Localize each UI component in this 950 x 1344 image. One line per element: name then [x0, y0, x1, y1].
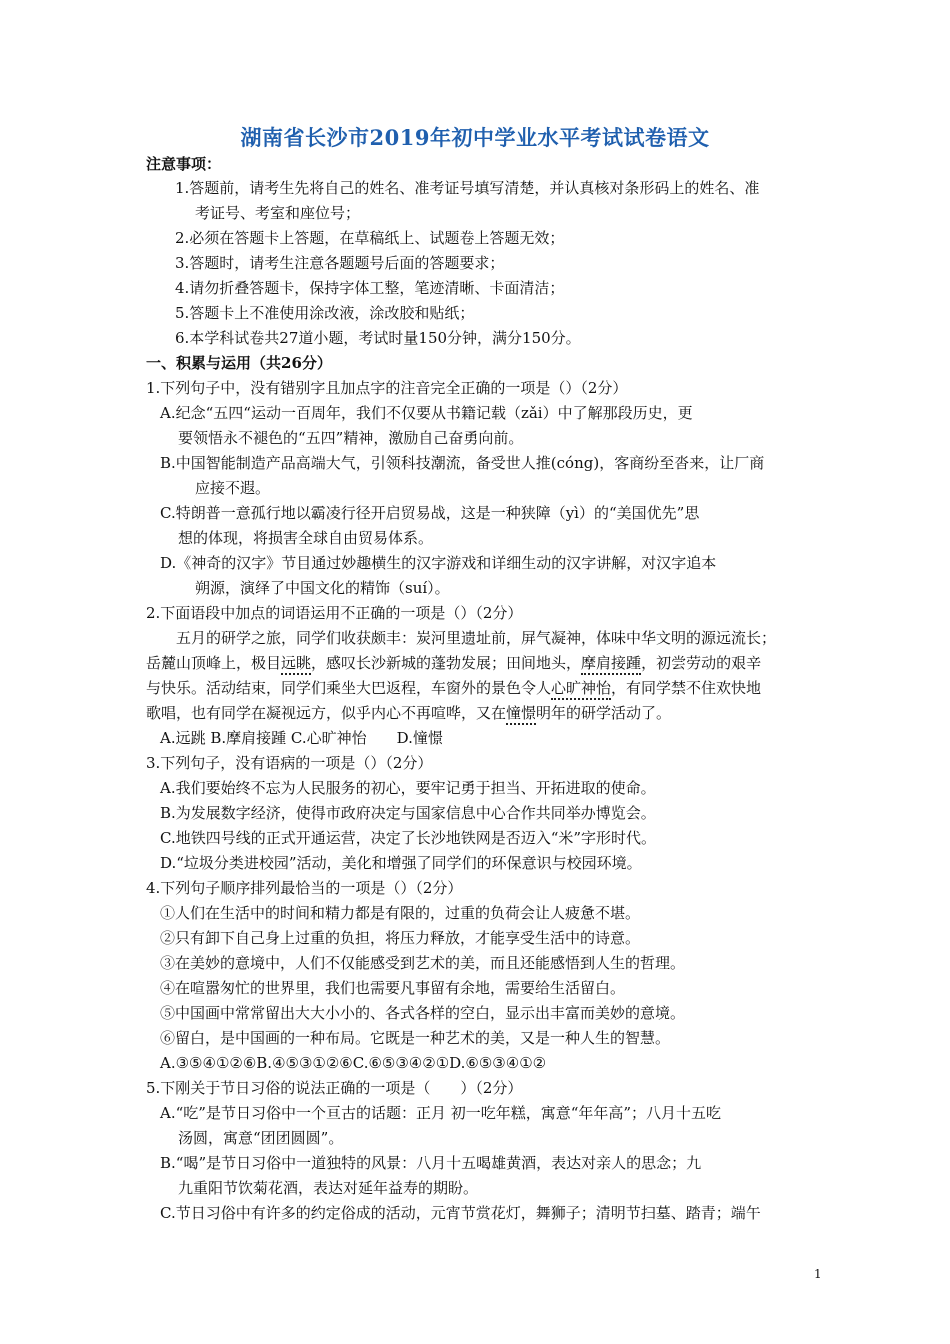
question-1-option: 想的体现，将损害全球自由贸易体系。 [178, 529, 434, 547]
text-run: 歌唱，也有同学在凝视远方，似乎内心不再喧哗，又在 [146, 704, 507, 722]
question-2-paragraph: 五月的研学之旅，同学们收获颇丰：炭河里遗址前，屏气凝神，体味中华文明的源远流长； [176, 629, 777, 647]
question-4-sentence: ⑤中国画中常常留出大大小小的、各式各样的空白，显示出丰富而美妙的意境。 [160, 1004, 686, 1022]
page-number: 1 [814, 1267, 822, 1281]
question-1-option: C.特朗普一意孤行地以霸凌行径开启贸易战，这是一种狭障（yì）的“美国优先”思 [160, 504, 700, 522]
notice-item: 3.答题时，请考生注意各题题号后面的答题要求； [175, 254, 505, 272]
text-run: 岳麓山顶峰上，极目 [146, 654, 282, 672]
notice-item: 1.答题前，请考生先将自己的姓名、准考证号填写清楚，并认真核对条形码上的姓名、准 [175, 179, 760, 197]
question-5-option: A.“吃”是节日习俗中一个亘古的话题：正月 初一吃年糕，寓意“年年高”；八月十五吃 [160, 1104, 722, 1122]
question-1-option: B.中国智能制造产品高端大气，引领科技潮流，备受世人推(cóng)，客商纷至沓来，让厂商 [160, 454, 765, 472]
text-run: ，初尝劳动的艰辛 [641, 654, 762, 672]
question-4-sentence: ④在喧嚣匆忙的世界里，我们也需要凡事留有余地，需要给生活留白。 [160, 979, 626, 997]
question-3-option: B.为发展数字经济，使得市政府决定与国家信息中心合作共同举办博览会。 [160, 804, 656, 822]
question-4-sentence: ②只有卸下自己身上过重的负担，将压力释放，才能享受生活中的诗意。 [160, 929, 641, 947]
text-run: 与快乐。活动结束，同学们乘坐大巴返程，车窗外的景色令人 [146, 679, 552, 697]
notice-item: 5.答题卡上不准使用涂改液，涂改胶和贴纸； [175, 304, 475, 322]
notice-item: 考证号、考室和座位号； [195, 204, 361, 222]
question-4-sentence: ③在美妙的意境中，人们不仅能感受到艺术的美，而且还能感悟到人生的哲理。 [160, 954, 686, 972]
question-2-paragraph [146, 653, 761, 673]
question-5-option: 九重阳节饮菊花酒，表达对延年益寿的期盼。 [178, 1179, 479, 1197]
question-1-option: D.《神奇的汉字》节目通过妙趣横生的汉字游戏和详细生动的汉字讲解，对汉字追本 [160, 554, 717, 572]
question-3-option: C.地铁四号线的正式开通运营，决定了长沙地铁网是否迈入“米”字形时代。 [160, 829, 657, 847]
question-2-paragraph [146, 678, 761, 698]
question-5-option: C.节日习俗中有许多的约定俗成的活动，元宵节赏花灯，舞狮子；清明节扫墓、踏青；端午 [160, 1204, 761, 1222]
question-1-stem: 1.下列句子中，没有错别字且加点字的注音完全正确的一项是（）（2分） [146, 379, 628, 397]
question-4-sentence: ①人们在生活中的时间和精力都是有限的，过重的负荷会让人疲惫不堪。 [160, 904, 641, 922]
question-3-stem: 3.下列句子，没有语病的一项是（）（2分） [146, 754, 433, 772]
dotted-word: 摩肩接踵 [581, 654, 641, 675]
question-4-options: A.③⑤④①②⑥B.④⑤③①②⑥C.⑥⑤③④②①D.⑥⑤③④①② [160, 1054, 547, 1072]
question-4-stem: 4.下列句子顺序排列最恰当的一项是（）（2分） [146, 879, 463, 897]
exam-title: 湖南省长沙市2019年初中学业水平考试试卷语文 [240, 125, 710, 150]
notice-item: 6.本学科试卷共27道小题，考试时量150分钟，满分150分。 [175, 329, 581, 347]
question-3-option: D.“垃圾分类进校园”活动，美化和增强了同学们的环保意识与校园环境。 [160, 854, 642, 872]
question-1-option: A.纪念“五四“运动一百周年，我们不仅要从书籍记载（zǎi）中了解那段历史，更 [160, 404, 693, 422]
dotted-word: 憧憬 [506, 704, 536, 725]
text-run: ，感叹长沙新城的蓬勃发展；田间地头， [311, 654, 582, 672]
text-run: ，有同学禁不住欢快地 [611, 679, 762, 697]
question-3-option: A.我们要始终不忘为人民服务的初心，要牢记勇于担当、开拓进取的使命。 [160, 779, 656, 797]
question-2-stem: 2.下面语段中加点的词语运用不正确的一项是（）（2分） [146, 604, 523, 622]
notice-item: 2.必须在答题卡上答题，在草稿纸上、试题卷上答题无效； [175, 229, 565, 247]
question-1-option: 应接不遐。 [195, 479, 271, 497]
question-5-option: B.“喝”是节日习俗中一道独特的风景：八月十五喝雄黄酒，表达对亲人的思念；九 [160, 1154, 702, 1172]
dotted-word: 心旷神怡 [551, 679, 611, 700]
question-2-paragraph [146, 703, 671, 723]
question-2-options: A.远跳 B.摩肩接踵 C.心旷神怡 D.憧憬 [160, 729, 443, 747]
section-heading: 一、积累与运用（共26分） [146, 354, 332, 372]
dotted-word: 远眺 [281, 654, 311, 675]
notice-item: 4.请勿折叠答题卡，保持字体工整，笔迹清晰、卡面清洁； [175, 279, 565, 297]
question-5-option: 汤圆，寓意“团团圆圆”。 [178, 1129, 344, 1147]
question-4-sentence: ⑥留白，是中国画的一种布局。它既是一种艺术的美，又是一种人生的智慧。 [160, 1029, 671, 1047]
notice-heading: 注意事项： [146, 155, 222, 173]
question-1-option: 朔源，演绎了中国文化的精饰（suí）。 [195, 579, 450, 597]
question-1-option: 要领悟永不褪色的“五四”精神，激励自己奋勇向前。 [178, 429, 524, 447]
question-5-stem: 5.下刚关于节日习俗的说法正确的一项是（ ）（2分） [146, 1079, 523, 1097]
text-run: 明年的研学活动了。 [536, 704, 672, 722]
